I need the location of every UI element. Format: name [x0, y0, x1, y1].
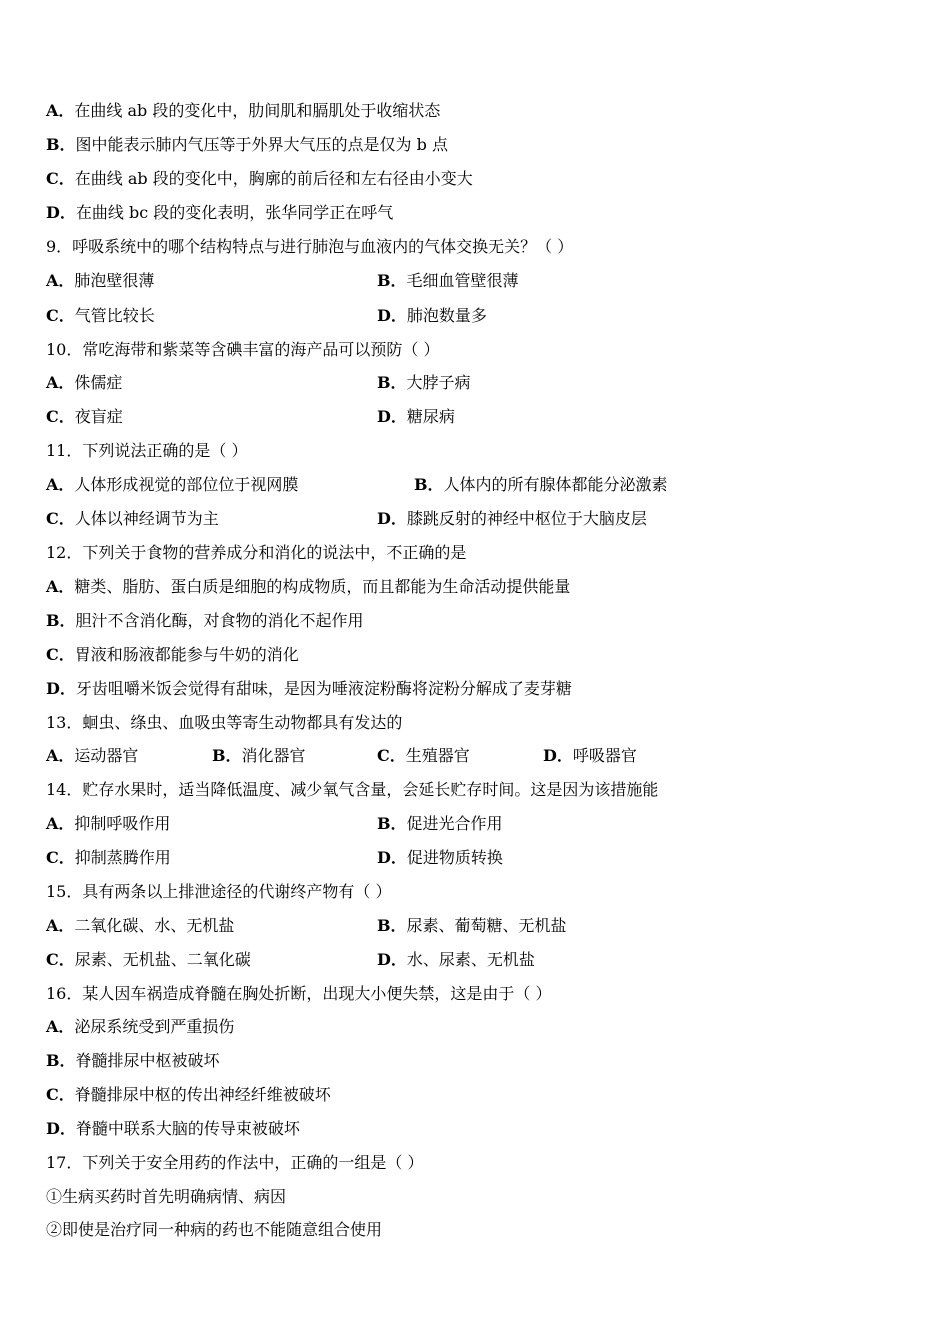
statement-item: ②即使是治疗同一种病的药也不能随意组合使用	[46, 1220, 383, 1239]
option-c: C．夜盲症	[46, 407, 123, 426]
option-row: A．糖类、脂肪、蛋白质是细胞的构成物质，而且都能为生命活动提供能量	[46, 577, 571, 596]
option-c: C．生殖器官	[377, 746, 470, 765]
option-a: A．运动器官	[46, 746, 139, 765]
option-c: C．气管比较长	[46, 306, 155, 325]
option-row: A．泌尿系统受到严重损伤	[46, 1017, 235, 1036]
question-stem-15: 15．具有两条以上排泄途径的代谢终产物有（ ）	[46, 882, 392, 901]
option-row: D．在曲线 bc 段的变化表明，张华同学正在呼气	[46, 203, 394, 222]
question-stem-12: 12．下列关于食物的营养成分和消化的说法中，不正确的是	[46, 543, 467, 562]
option-row: C．脊髓排尿中枢的传出神经纤维被破坏	[46, 1085, 331, 1104]
option-a: A．抑制呼吸作用	[46, 814, 171, 833]
question-stem-10: 10．常吃海带和紫菜等含碘丰富的海产品可以预防（ ）	[46, 340, 440, 359]
option-b: B．尿素、葡萄糖、无机盐	[377, 916, 567, 935]
option-d: D．呼吸器官	[543, 746, 637, 765]
option-row: D．脊髓中联系大脑的传导束被破坏	[46, 1119, 300, 1138]
question-stem-13: 13．蛔虫、绦虫、血吸虫等寄生动物都具有发达的	[46, 713, 403, 732]
option-row: B．图中能表示肺内气压等于外界大气压的点是仅为 b 点	[46, 135, 448, 154]
option-b: B．人体内的所有腺体都能分泌激素	[414, 475, 668, 494]
option-d: D．糖尿病	[377, 407, 455, 426]
question-stem-16: 16．某人因车祸造成脊髓在胸处折断，出现大小便失禁，这是由于（ ）	[46, 984, 552, 1003]
option-d: D．膝跳反射的神经中枢位于大脑皮层	[377, 509, 647, 528]
option-c: C．抑制蒸腾作用	[46, 848, 171, 867]
option-d: D．促进物质转换	[377, 848, 503, 867]
option-a: A．肺泡壁很薄	[46, 271, 155, 290]
option-a: A．人体形成视觉的部位位于视网膜	[46, 475, 299, 494]
option-d: D．肺泡数量多	[377, 306, 487, 325]
option-a: A．侏儒症	[46, 373, 123, 392]
option-c: C．尿素、无机盐、二氧化碳	[46, 950, 251, 969]
statement-item: ①生病买药时首先明确病情、病因	[46, 1187, 287, 1206]
question-stem-14: 14．贮存水果时，适当降低温度、减少氧气含量，会延长贮存时间。这是因为该措施能	[46, 780, 659, 799]
question-stem-17: 17．下列关于安全用药的作法中，正确的一组是（ ）	[46, 1153, 424, 1172]
option-a: A．二氧化碳、水、无机盐	[46, 916, 235, 935]
option-b: B．促进光合作用	[377, 814, 503, 833]
option-c: C．人体以神经调节为主	[46, 509, 219, 528]
option-row: D．牙齿咀嚼米饭会觉得有甜味，是因为唾液淀粉酶将淀粉分解成了麦芽糖	[46, 679, 572, 698]
option-d: D．水、尿素、无机盐	[377, 950, 535, 969]
question-stem-9: 9．呼吸系统中的哪个结构特点与进行肺泡与血液内的气体交换无关？（ ）	[46, 237, 574, 256]
option-row: C．胃液和肠液都能参与牛奶的消化	[46, 645, 299, 664]
option-row: B．脊髓排尿中枢被破坏	[46, 1051, 220, 1070]
option-row: B．胆汁不含消化酶，对食物的消化不起作用	[46, 611, 364, 630]
question-stem-11: 11．下列说法正确的是（ ）	[46, 441, 248, 460]
option-b: B．消化器官	[212, 746, 306, 765]
option-b: B．大脖子病	[377, 373, 471, 392]
option-b: B．毛细血管壁很薄	[377, 271, 519, 290]
option-row: C．在曲线 ab 段的变化中，胸廓的前后径和左右径由小变大	[46, 169, 473, 188]
option-row: A．在曲线 ab 段的变化中，肋间肌和膈肌处于收缩状态	[46, 101, 441, 120]
